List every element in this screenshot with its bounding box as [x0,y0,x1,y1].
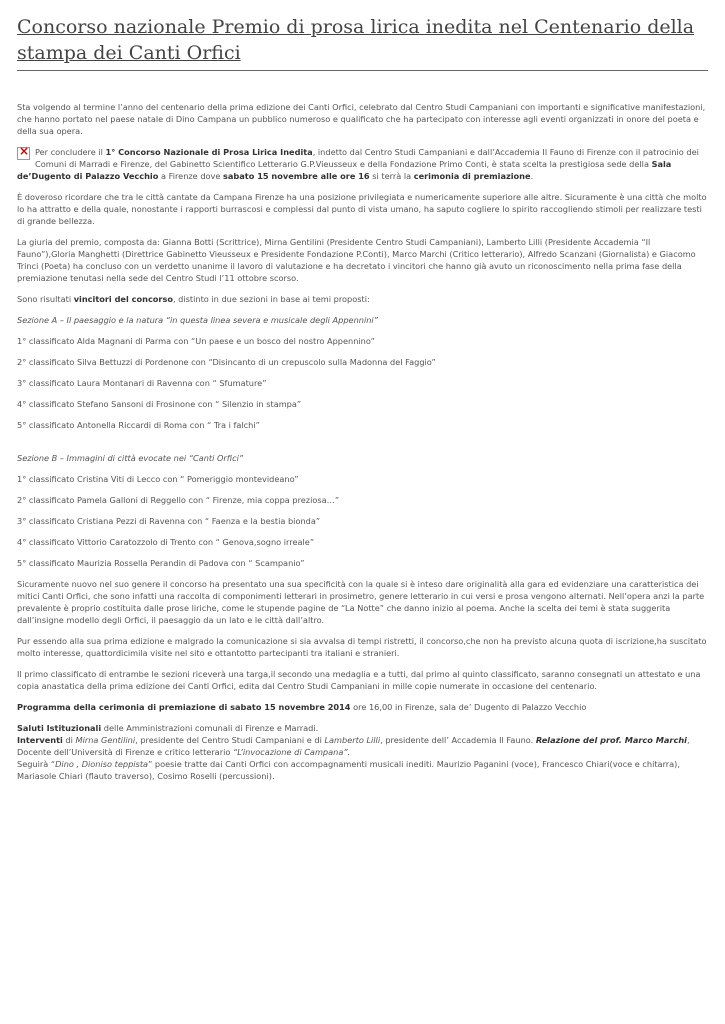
winner-a-5: 5° classificato Antonella Riccardi di Roma con “ Tra i falchi” [17,420,260,430]
spacer [17,440,708,452]
paragraph-premiazione: × Per concludere il 1° Concorso Nazionale di Prosa Lirica Inedita, indetto dal Centro Studi Campaniani e dall’Accademia Il Fauno di Firenze con il patrocinio dei Comuni di Marradi e Firenze, del Gabinetto Scientifico Letterario G.P.Vieusseux e della Fondazione Primo Conti, è stata scelta la prestigiosa sede della Sala de’Dugento di Palazzo Vecchio a Firenze dove sabato 15 novembre alle ore 16 si terrà la cerimonia di premiazione. [17,146,708,182]
winner-b-3: 3° classificato Cristiana Pezzi di Ravenna con “ Faenza e la bestia bionda” [17,516,321,526]
section-b-heading: Sezione B – Immagini di città evocate nei “Canti Orfici” [17,453,244,463]
winner-a-3: 3° classificato Laura Montanari di Ravenna con “ Sfumature” [17,378,267,388]
winner-b-5: 5° classificato Maurizia Rossella Perandin di Padova con “ Scampanio” [17,558,305,568]
page-title[interactable]: Concorso nazionale Premio di prosa lirica inedita nel Centenario della stampa dei Canti Orfici [17,16,695,64]
paragraph-specificita: Sicuramente nuovo nel suo genere il concorso ha presentato una sua specificità con la quale si è inteso dare originalità alla gara ed evidenziare una caratteristica dei mitici Canti Orfici, che sono infatti una raccolta di componimenti letterari in prosimetro, genere letterario in cui versi e prosa vengono alternati. Nell’opera anzi la parte prevalente è proprio costituita dalle prose liriche, come le stupende pagine de “La Notte” che danno inizio al poema. Anche la scelta dei temi è stata suggerita dall’insigne modello degli Orfici, il paesaggio da un lato e le città dall’altro. [17,579,705,625]
section-a-heading: Sezione A – Il paesaggio e la natura “in questa linea severa e musicale degli Appennini” [17,315,378,325]
intro-paragraph: Sta volgendo al termine l’anno del centenario della prima edizione dei Canti Orfici, celebrato dal Centro Studi Campaniani con importanti e significative manifestazioni, che hanno portato nel paese natale di Dino Campana un pubblico numeroso e qualificato che ha partecipato con interesse agli eventi organizzati in onore del poeta e della sua opera. [17,102,706,136]
paragraph-vincitori: Sono risultati vincitori del concorso, distinto in due sezioni in base ai temi proposti: [17,294,370,304]
paragraph-firenze: È doveroso ricordare che tra le città cantate da Campana Firenze ha una posizione privilegiata e numericamente superiore alle altre. Sicuramente è una città che molto lo ha attratto e della quale, nonostante i rapporti burrascosi e complessi dal punto di vista umano, ha saputo cogliere lo spirito raccogliendo stimoli per realizzare testi di grande bellezza. [17,192,707,226]
winner-a-1: 1° classificato Alda Magnani di Parma con “Un paese e un bosco del nostro Appennino” [17,336,375,346]
paragraph-giuria: La giuria del premio, composta da: Gianna Botti (Scrittrice), Mirna Gentilini (Presidente Centro Studi Campaniani), Lamberto Lilli (Presidente Accademia “Il Fauno”),Gloria Manghetti (Direttrice Gabinetto Vieusseux e Presidente Fondazione P.Conti), Marco Marchi (Critico letterario), Alfredo Scanzani (Giornalista) e Giacomo Trinci (Poeta) ha concluso con un verdetto unanime il lavoro di valutazione e ha decretato i vincitori che hanno già avuto un riconoscimento nella prima fase della premiazione tenutasi nella sede del Centro Studi l’11 ottobre scorso. [17,237,696,283]
winner-b-1: 1° classificato Cristina Viti di Lecco con “ Pomeriggio montevideano” [17,474,299,484]
broken-image-icon [17,147,30,160]
winner-a-4: 4° classificato Stefano Sansoni di Frosinone con “ Silenzio in stampa” [17,399,302,409]
winner-a-2: 2° classificato Silva Bettuzzi di Pordenone con “Disincanto di un crepuscolo sulla Madonna del Faggio” [17,357,436,367]
paragraph-programma: Programma della cerimonia di premiazione di sabato 15 novembre 2014 ore 16,00 in Firenze, sala de’ Dugento di Palazzo Vecchio [17,702,587,712]
article [17,14,708,791]
title-divider [17,70,708,71]
paragraph-premi: Il primo classificato di entrambe le sezioni riceverà una targa,il secondo una medaglia e a tutti, dal primo al quinto classificato, saranno consegnati un attestato e una copia anastatica della prima edizione dei Canti Orfici, edita dal Centro Studi Campaniani in mille copie numerate in occasione del centenario. [17,669,701,691]
paragraph-interventi: Saluti Istituzionali delle Amministrazioni comunali di Firenze e Marradi. Interventi di Mirna Gentilini, presidente del Centro Studi Campaniani e di Lamberto Lilli, presidente dell’ Accademia Il Fauno. Relazione del prof. Marco Marchi, Docente dell’Università di Firenze e critico letterario “L’invocazione di Campana”. Seguirà “Dino , Dioniso teppista” poesie tratte dai Canti Orfici con accompagnamenti musicali inediti. Maurizio Paganini (voce), Francesco Chiari(voce e chitarra), Mariasole Chiari (flauto traverso), Cosimo Roselli (percussioni). [17,723,690,781]
winner-b-2: 2° classificato Pamela Galloni di Reggello con “ Firenze, mia coppa preziosa…” [17,495,340,505]
paragraph-interesse: Pur essendo alla sua prima edizione e malgrado la comunicazione si sia avvalsa di tempi ristretti, il concorso,che non ha previsto alcuna quota di iscrizione,ha suscitato molto interesse, quattordicimila visite nel sito e ottantotto partecipanti tra italiani e stranieri. [17,636,707,658]
winner-b-4: 4° classificato Vittorio Caratozzolo di Trento con “ Genova,sogno irreale” [17,537,315,547]
article-body [17,101,708,782]
